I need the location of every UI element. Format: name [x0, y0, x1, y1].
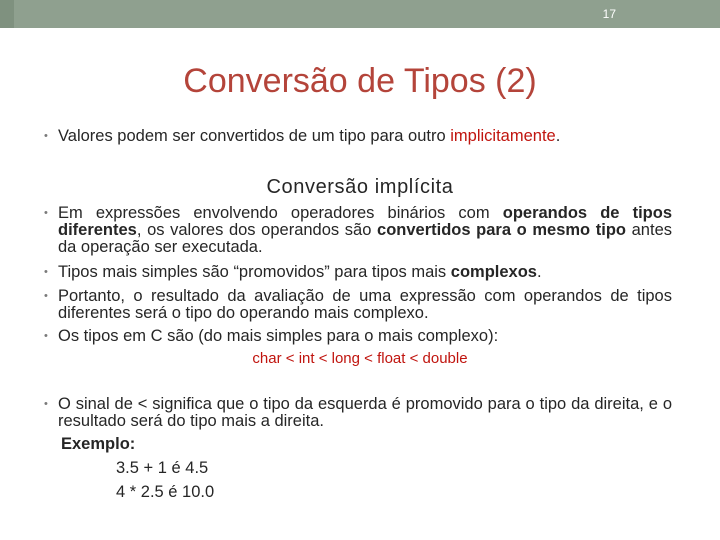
bullet-dot: • — [44, 207, 48, 219]
type-order: char < int < long < float < double — [252, 350, 468, 367]
bullet-dot: • — [44, 290, 48, 302]
bullet-text: O sinal de < significa que o tipo da esquerda é promovido para o tipo da direita, e o resultado será do tipo mais a direita. — [58, 395, 672, 430]
slide-title: Conversão de Tipos (2) — [183, 62, 537, 100]
bullet-text: antes da operação ser executada. — [58, 221, 672, 256]
bullet-text: , os valores dos operandos são — [136, 221, 378, 239]
bullet-promotion — [44, 263, 672, 281]
bullet-dot: • — [44, 398, 48, 410]
intro-text: Valores podem ser convertidos de um tipo para outro — [58, 127, 451, 145]
bullet-dot: • — [44, 266, 48, 278]
top-bar-accent — [0, 0, 14, 28]
intro-bullet — [44, 127, 672, 145]
section-subtitle: Conversão implícita — [266, 176, 454, 198]
bullet-text: Os tipos em C são (do mais simples para o mais complexo): — [58, 327, 499, 345]
bullet-dot: • — [44, 130, 48, 142]
intro-emphasis: implicitamente — [450, 127, 556, 145]
bullet-text: Em expressões envolvendo operadores binários com — [58, 204, 503, 222]
intro-period: . — [555, 127, 561, 145]
bullet-bold: convertidos para o mesmo tipo — [377, 221, 626, 239]
bullet-dot: • — [44, 330, 48, 342]
example-line-1: 3.5 + 1 é 4.5 — [116, 459, 209, 477]
bullet-text: Tipos mais simples são “promovidos” para tipos mais — [58, 263, 451, 281]
bullet-result — [44, 287, 672, 322]
bullet-c-types — [44, 327, 672, 345]
example-label: Exemplo: — [61, 435, 136, 453]
bullet-sign-note — [44, 395, 672, 430]
top-bar — [0, 0, 720, 28]
bullet-operands — [44, 204, 673, 256]
bullet-text: Portanto, o resultado da avaliação de uma expressão com operandos de tipos diferentes será o tipo do operando mais complexo. — [58, 287, 672, 322]
bullet-text: . — [536, 263, 542, 281]
bullet-bold: operandos de tipos diferentes — [58, 204, 673, 239]
page-number: 17 — [602, 7, 616, 21]
example-line-2: 4 * 2.5 é 10.0 — [116, 483, 215, 501]
bullet-bold: complexos — [450, 263, 537, 281]
